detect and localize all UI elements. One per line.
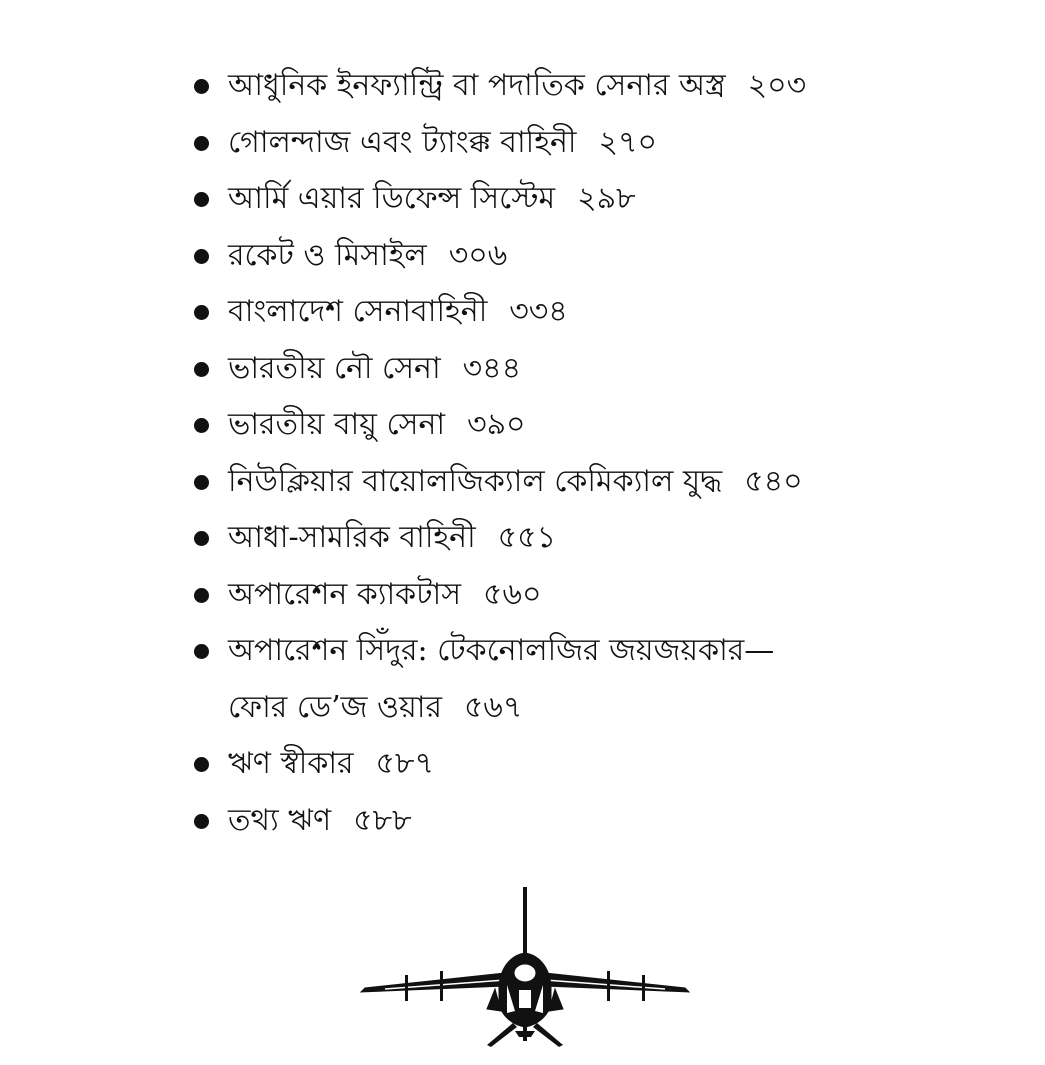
toc-page-number: ৫৬৭ [463, 689, 523, 725]
toc-title: ভারতীয় বায়ু সেনা [228, 407, 446, 442]
bullet-icon [194, 249, 209, 264]
toc-title: ভারতীয় নৌ সেনা [228, 350, 441, 386]
toc-title: ঋণ স্বীকার [228, 746, 354, 781]
toc-entry-acknowledgement [192, 736, 1012, 793]
bullet-icon [194, 588, 209, 603]
toc-page-number: ৫৮৭ [375, 746, 434, 781]
toc-title: গোলন্দাজ এবং ট্যাংক্ক বাহিনী [228, 124, 577, 160]
toc-title: অপারেশন ক্যাকটাস [228, 576, 462, 612]
bullet-icon [194, 644, 209, 659]
toc-entry-references [192, 793, 1012, 850]
toc-page-number: ৫৬০ [483, 576, 542, 612]
toc-title: বাংলাদেশ সেনাবাহিনী [228, 294, 488, 329]
toc-entry-bangladesh-army [192, 284, 1012, 341]
fighter-jet-icon [355, 885, 695, 1050]
toc-page-number: ২৯৮ [577, 181, 636, 216]
toc-entry-operation-cactus [192, 567, 1012, 624]
toc-page-number: ৩৯০ [467, 407, 526, 442]
toc-entry-artillery-tank [192, 115, 1012, 172]
bullet-icon [194, 475, 209, 490]
toc-page-number: ৩৩৪ [509, 294, 568, 329]
bullet-icon [194, 757, 209, 772]
toc-page-number: ৩৪৪ [462, 350, 522, 386]
toc-entry-army-air-defense [192, 171, 1012, 228]
toc-page-number: ৩০৬ [448, 237, 508, 273]
toc-page-number: ২০৩ [747, 68, 807, 103]
toc-page-number: ৫৫১ [497, 520, 557, 555]
toc-entry-nbc-warfare [192, 454, 1012, 511]
toc-title: নিউক্লিয়ার বায়োলজিক্যাল কেমিক্যাল যুদ্ধ [228, 463, 723, 499]
toc-entry-paramilitary [192, 510, 1012, 567]
toc-title: তথ্য ঋণ [228, 802, 332, 838]
bullet-icon [194, 814, 209, 829]
bullet-icon [194, 136, 209, 151]
toc-page-number: ২৭০ [598, 124, 658, 160]
toc-entry-indian-air-force [192, 397, 1012, 454]
toc-entry-infantry-weapons [192, 58, 1012, 115]
toc-entry-operation-sindoor [192, 623, 1012, 736]
toc-title: আর্মি এয়ার ডিফেন্স সিস্টেম [228, 181, 556, 216]
bullet-icon [194, 192, 209, 207]
bullet-icon [194, 362, 209, 377]
toc-page-number: ৫৮৮ [353, 802, 412, 838]
toc-page-number: ৫৪০ [744, 463, 803, 499]
bullet-icon [194, 418, 209, 433]
table-of-contents [192, 58, 1012, 849]
toc-entry-rocket-missile [192, 228, 1012, 285]
bullet-icon [194, 531, 209, 546]
toc-entry-indian-navy [192, 341, 1012, 398]
toc-title: আধা-সামরিক বাহিনী [228, 520, 476, 555]
toc-title-line1: অপারেশন সিঁদুর: টেকনোলজির জয়জয়কার— [228, 633, 775, 668]
toc-title-line2: ফোর ডে’জ ওয়ার [228, 689, 442, 725]
bullet-icon [194, 79, 209, 94]
toc-title: রকেট ও মিসাইল [228, 237, 427, 273]
toc-title: আধুনিক ইনফ্যান্ট্রি বা পদাতিক সেনার অস্ত্র [228, 68, 726, 103]
bullet-icon [194, 305, 209, 320]
